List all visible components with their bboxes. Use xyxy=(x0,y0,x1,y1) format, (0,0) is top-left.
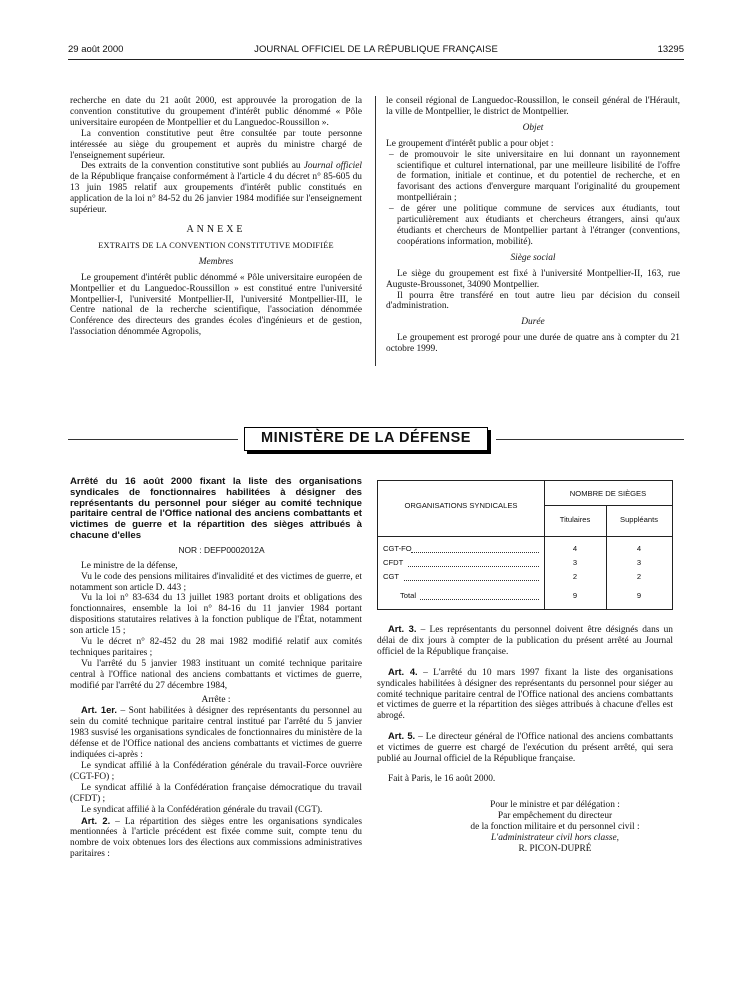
signatory-name: R. PICON-DUPRÉ xyxy=(518,843,592,854)
paragraph: Le syndicat affilié à la Confédération française démocratique du travail (CFDT) ; xyxy=(70,782,362,804)
section-heading-siege: Siège social xyxy=(510,252,556,263)
table-row-org: CFDT xyxy=(383,558,404,567)
arrete-title: Arrêté du 16 août 2000 fixant la liste des organisations syndicales de fonctionnaires habilitées à désigner des représentants du personnel pour siéger au comité technique paritaire central de l'Office national des anciens combattants et victimes de guerre et la répartition des sièges attribués à chacune d'elles xyxy=(70,476,362,541)
list-item: – de gérer une politique commune de services aux étudiants, tout particulièrement aux étudiants et chercheurs étrangers, ainsi qu'aux étudiants et chercheurs de Montpellier partant à l'étranger (conventions, coopérations information, mobilité). xyxy=(389,204,680,247)
arrete-heading: Arrête : xyxy=(201,694,231,705)
bottom-right-column xyxy=(377,624,673,785)
paragraph: Le ministre de la défense, xyxy=(81,560,178,571)
table-cell: 3 xyxy=(636,558,642,567)
paragraph: Le syndicat affilié à la Confédération générale du travail-Force ouvrière (CGT-FO) ; xyxy=(70,761,362,782)
paragraph: le conseil régional de Languedoc-Roussillon, le conseil général de l'Hérault, la ville de Montpellier, le district de Montpellier. xyxy=(386,96,680,117)
signature-line: L'administrateur civil hors classe, xyxy=(490,832,620,843)
section-heading-membres: Membres xyxy=(198,256,234,267)
signature-line: Par empêchement du directeur xyxy=(497,810,613,821)
extraits-heading: EXTRAITS DE LA CONVENTION CONSTITUTIVE MODIFIÉE xyxy=(98,240,334,250)
signature-block xyxy=(430,800,680,855)
ministry-rule-right xyxy=(496,439,684,440)
table-cell: 2 xyxy=(636,572,642,581)
signature-line: de la fonction militaire et du personnel civil : xyxy=(470,821,640,832)
table-cell: 2 xyxy=(572,572,578,581)
section-heading-duree: Durée xyxy=(521,317,545,328)
header-journal-title: JOURNAL OFFICIEL DE LA RÉPUBLIQUE FRANÇAISE xyxy=(254,44,498,55)
annexe-heading: ANNEXE xyxy=(186,223,246,235)
paragraph: Vu le code des pensions militaires d'invalidité et des victimes de guerre, et notamment son article D. 443 ; xyxy=(70,571,362,593)
fait-a-paris: Fait à Paris, le 16 août 2000. xyxy=(388,773,496,784)
list-item: – de promouvoir le site universitaire en lui donnant un rayonnement scientifique et culturel international, par une meilleure lisibilité de l'offre de formation, initiale et continue, et du potentiel de recherche, et en favorisant des actions d'envergure marquant l'originalité du groupement montpelliérain ; xyxy=(389,149,680,204)
header-rule xyxy=(68,59,684,60)
table-cell: 4 xyxy=(572,544,578,553)
top-right-column xyxy=(386,96,680,355)
paragraph: Vu l'arrêté du 5 janvier 1983 instituant un comité technique paritaire central à l'Office national des anciens combattants et victimes de guerre, modifié par l'arrêté du 27 décembre 1984, xyxy=(70,658,362,691)
article-1: Art. 1er. – Sont habilitées à désigner des représentants du personnel au sein du comité technique paritaire central institué par l'arrêté du 5 janvier 1983 susvisé les organisations syndicales de fonctionnaires du ministère de la défense et de l'Office national des anciens combattants et victimes de guerre indiquées ci-après : xyxy=(70,704,362,761)
ministry-rule-left xyxy=(68,439,238,440)
signature-line: Pour le ministre et par délégation : xyxy=(490,800,620,810)
nor-reference: NOR : DEFP0002012A xyxy=(178,544,265,555)
table-cell: 9 xyxy=(636,591,642,600)
paragraph: Vu la loi n° 83-634 du 13 juillet 1983 portant droits et obligations des fonctionnaires, ensemble la loi n° 84-16 du 11 janvier 1984 portant dispositions statutaires relatives à la fonction publique de l'État, notamment son article 15 ; xyxy=(70,593,362,637)
table-header-suppleants: Suppléants xyxy=(620,515,658,524)
table-row-org: CGT-FO xyxy=(383,544,412,553)
ministry-heading-box xyxy=(244,427,488,451)
table-row-org: CGT xyxy=(383,572,400,581)
article-4: Art. 4. – L'arrêté du 10 mars 1997 fixant la liste des organisations syndicales habilitées à désigner des représentants du personnel pour siéger au comité technique paritaire central de l'Office national des anciens combattants et victimes de guerre et la répartition des sièges attribués à chacune d'elles est abrogé. xyxy=(377,665,673,722)
page-header xyxy=(68,44,684,58)
paragraph: recherche en date du 21 août 2000, est approuvée la prorogation de la convention constitutive du groupement d'intérêt public dénommé « Pôle universitaire européen de Montpellier et du Languedoc-Roussillon ». xyxy=(70,96,362,128)
paragraph: Le syndicat affilié à la Confédération générale du travail (CGT). xyxy=(81,804,323,815)
article-3: Art. 3. – Les représentants du personnel doivent être désignés dans un délai de dix jours à compter de la publication du présent arrêté au Journal officiel de la République française. xyxy=(377,623,673,657)
article-5: Art. 5. – Le directeur général de l'Office national des anciens combattants et victimes de guerre est chargé de l'exécution du présent arrêté, qui sera publié au Journal officiel de la République française. xyxy=(377,730,673,765)
paragraph: Des extraits de la convention constitutive sont publiés au Journal officiel de la République française conformément à l'article 4 du décret n° 85-605 du 13 juin 1985 relatif aux groupements d'intérêt public constitués en application de la loi n° 84-52 du 26 janvier 1984 modifiée sur l'enseignement supérieur. xyxy=(70,161,363,216)
table-cell: 9 xyxy=(572,591,578,600)
header-date: 29 août 2000 xyxy=(68,44,124,55)
paragraph: Le siège du groupement est fixé à l'université Montpellier-II, 163, rue Auguste-Broussonet, 34090 Montpellier. xyxy=(386,268,680,290)
column-divider xyxy=(375,96,376,366)
table-row-total: Total xyxy=(400,591,417,600)
paragraph: Le groupement est prorogé pour une durée de quatre ans à compter du 21 octobre 1999. xyxy=(386,333,680,355)
paragraph: La convention constitutive peut être consultée par toute personne intéressée au siège du groupement et auprès du ministre chargé de l'enseignement supérieur. xyxy=(70,128,362,161)
paragraph: Il pourra être transféré en tout autre lieu par décision du conseil d'administration. xyxy=(386,290,680,312)
bottom-left-column xyxy=(70,477,362,860)
article-2: Art. 2. – La répartition des sièges entre les organisations syndicales mentionnées à l'article précédent est fixée comme suit, compte tenu du nombre de voix obtenues lors des élections aux commissions administratives paritaires : xyxy=(70,814,362,860)
header-page-number: 13295 xyxy=(657,44,684,55)
table-header-nombre-sieges: NOMBRE DE SIÈGES xyxy=(569,489,647,498)
table-cell: 4 xyxy=(636,544,642,553)
paragraph: Le groupement d'intérêt public dénommé « Pôle universitaire européen de Montpellier et du Languedoc-Roussillon » est constitué entre l'université Montpellier-I, l'université Montpellier-II, l'université Montpellier-III, le Centre national de la recherche scientifique, l'association dénommée Conférence des directeurs des grandes écoles d'ingénieurs et de gestion, l'association dénommée Agropolis, xyxy=(70,272,362,338)
table-header-titulaires: Titulaires xyxy=(559,515,591,524)
section-heading-objet: Objet xyxy=(522,122,544,133)
paragraph: Vu le décret n° 82-452 du 28 mai 1982 modifié relatif aux comités techniques paritaires ; xyxy=(70,637,362,658)
table-cell: 3 xyxy=(572,558,578,567)
paragraph: Le groupement d'intérêt public a pour objet : xyxy=(386,138,554,149)
table-header-organisations: ORGANISATIONS SYNDICALES xyxy=(404,501,518,510)
seats-table xyxy=(377,480,673,610)
ministry-heading: MINISTÈRE DE LA DÉFENSE xyxy=(261,430,471,446)
top-left-column xyxy=(70,96,362,338)
